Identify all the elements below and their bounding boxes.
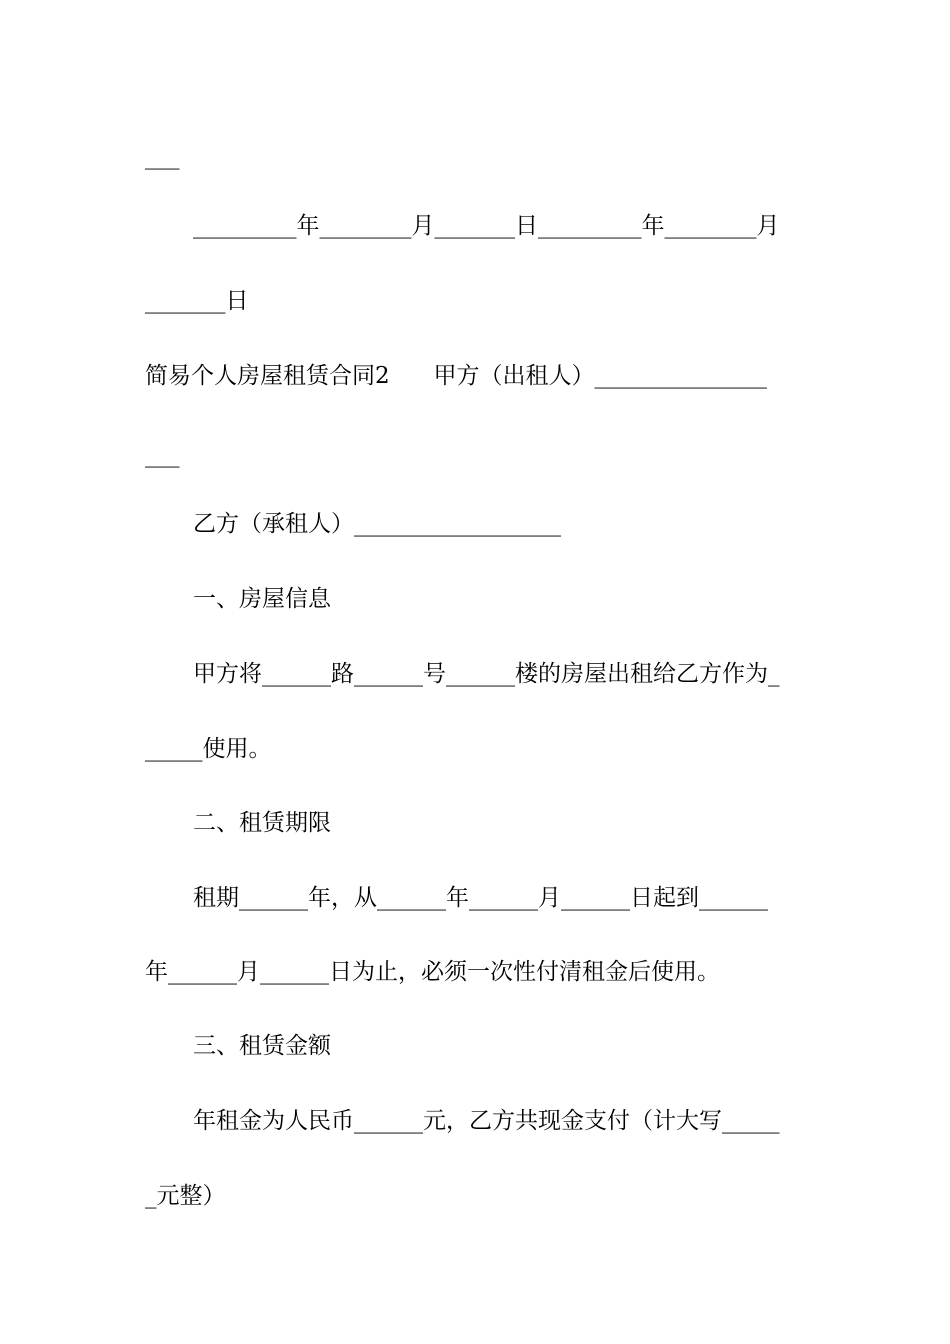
text-line-party-b: 乙方（承租人）__________________ <box>193 511 561 537</box>
text-line-date-range: _________年________月_______日_________年________月 <box>193 213 780 239</box>
section-heading-lease-term: 二、租赁期限 <box>193 810 331 836</box>
text-line-annual-rent: 年租金为人民币______元，乙方共现金支付（计大写_____ <box>193 1108 780 1134</box>
section-heading-rent-amount: 三、租赁金额 <box>193 1033 331 1059</box>
text-line-lease-period: 租期______年，从______年______月______日起到______ <box>193 885 768 911</box>
text-line-lease-end: 年______月______日为止，必须一次性付清租金后使用。 <box>145 959 720 985</box>
text-line-house-usage: _____使用。 <box>145 736 272 762</box>
text-line-contract-title-party-a: 简易个人房屋租赁合同2 甲方（出租人）_______________ <box>145 363 767 389</box>
text-line-date-day: _______日 <box>145 288 249 314</box>
text-line-blank-continuation: ___ <box>145 144 180 170</box>
text-line-blank-continuation-2: ___ <box>145 442 180 468</box>
text-line-house-address: 甲方将______路______号______楼的房屋出租给乙方作为_ <box>193 661 780 687</box>
section-heading-house-info: 一、房屋信息 <box>193 586 331 612</box>
text-line-rent-capital: _元整） <box>145 1183 226 1209</box>
